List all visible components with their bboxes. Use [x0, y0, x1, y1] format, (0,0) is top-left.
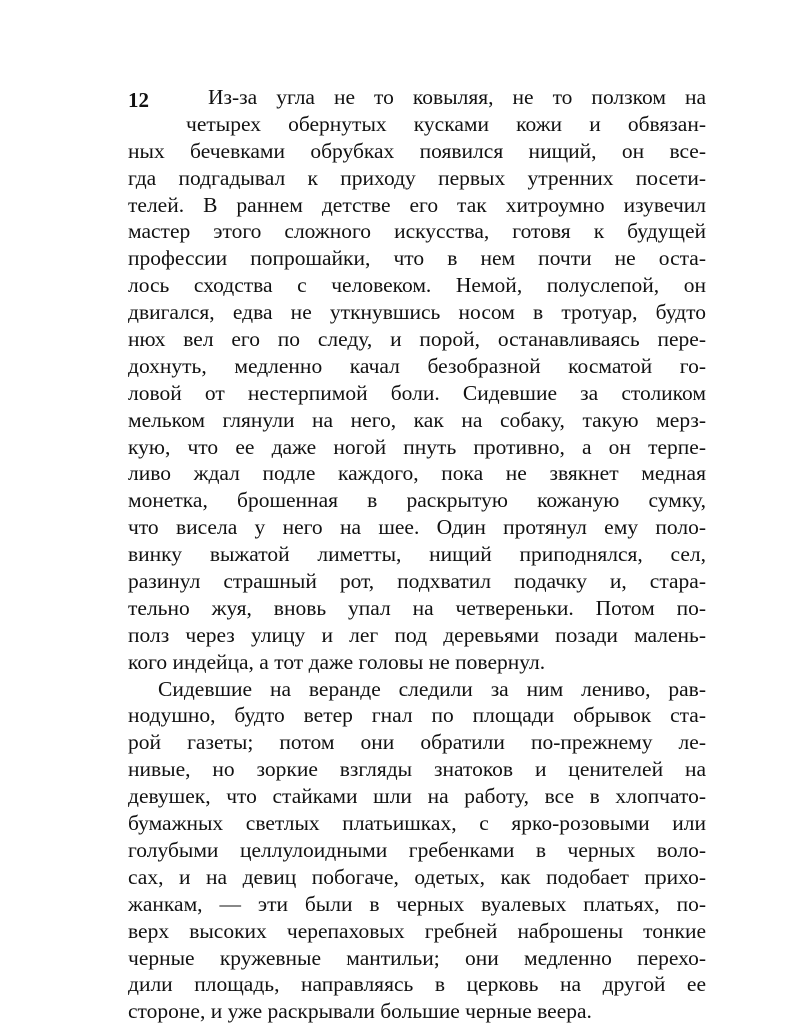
text-line: двигался, едва не уткнувшись носом в тротуар, будто — [128, 300, 706, 325]
page-number: 12 — [128, 88, 149, 112]
text-line: разинул страшный рот, подхватил подачку и, стара- — [128, 569, 706, 594]
text-line: сах, и на девиц побогаче, одетых, как подобает прихо- — [128, 864, 706, 889]
text-line: тельно жуя, вновь упал на четвереньки. Потом по- — [128, 595, 706, 620]
text-line: рой газеты; потом они обратили по-прежнему ле- — [128, 730, 706, 755]
text-line: бумажных светлых платьишках, с ярко-розовыми или — [128, 811, 706, 836]
text-line: дохнуть, медленно качал безобразной косматой го- — [128, 353, 706, 378]
text-line: голубыми целлулоидными гребенками в черных воло- — [128, 837, 706, 862]
text-line: ловой от нестерпимой боли. Сидевшие за столиком — [128, 380, 706, 405]
text-line: Сидевшие на веранде следили за ним лениво, рав- — [158, 676, 706, 701]
text-line: четырех обернутых кусками кожи и обвязан- — [186, 111, 706, 136]
text-line: что висела у него на шее. Один протянул ему поло- — [128, 515, 706, 540]
text-line: нивые, но зоркие взгляды знатоков и ценителей на — [128, 757, 706, 782]
text-line: лось сходства с человеком. Немой, полуслепой, он — [128, 273, 706, 298]
text-line: девушек, что стайками шли на работу, все в хлопчато- — [128, 784, 706, 809]
text-line: кого индейца, а тот даже головы не повернул. — [128, 649, 546, 674]
text-line: черные кружевные мантильи; они медленно перехо- — [128, 945, 706, 970]
text-line: нодушно, будто ветер гнал по площади обрывок ста- — [128, 703, 706, 728]
text-line: профессии попрошайки, что в нем почти не оста- — [128, 246, 706, 271]
text-line: Из-за угла не то ковыляя, не то ползком на — [208, 85, 706, 109]
text-line: жанкам, — эти были в черных вуалевых платьях, по- — [128, 891, 706, 916]
text-line: монетка, брошенная в раскрытую кожаную сумку, — [128, 488, 706, 513]
text-line: гда подгадывал к приходу первых утренних посети- — [128, 165, 706, 190]
text-line: мельком глянули на него, как на собаку, такую мерз- — [128, 407, 706, 432]
text-line: стороне, и уже раскрывали большие черные веера. — [128, 999, 592, 1024]
text-line: ливо ждал подле каждого, пока не звякнет медная — [128, 461, 706, 486]
body-text — [128, 84, 706, 1025]
text-line: ных бечевками обрубках появился нищий, он все- — [128, 138, 706, 163]
text-line: телей. В раннем детстве его так хитроумно изувечил — [128, 192, 706, 217]
text-line: верх высоких черепаховых гребней наброшены тонкие — [128, 918, 706, 943]
text-line: мастер этого сложного искусства, готовя к будущей — [128, 219, 706, 244]
text-line: кую, что ее даже ногой пнуть противно, а он терпе- — [128, 434, 706, 459]
text-line: винку выжатой лиметты, нищий приподнялся, сел, — [128, 542, 706, 567]
text-line: полз через улицу и лег под деревьями позади малень- — [128, 622, 706, 647]
text-line: нюх вел его по следу, и порой, останавливаясь пере- — [128, 327, 706, 352]
text-line: дили площадь, направляясь в церковь на другой ее — [128, 972, 706, 997]
